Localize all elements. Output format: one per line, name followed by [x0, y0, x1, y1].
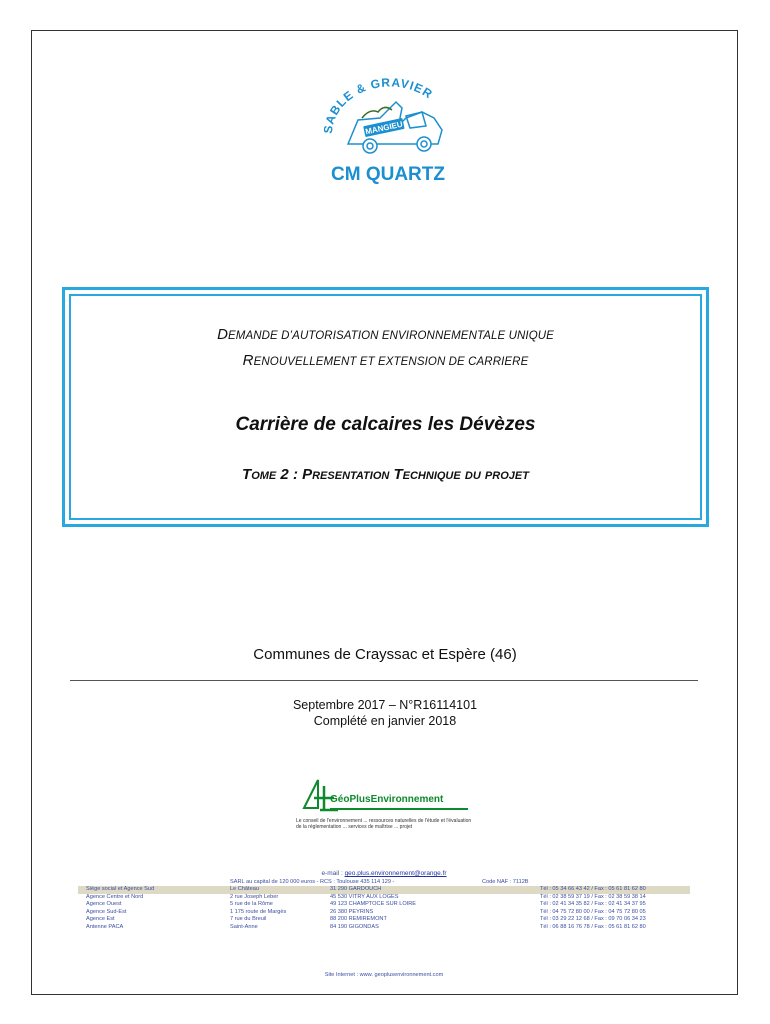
sarl-text: SARL au capital de 120 000 euros - RCS : Toulouse 435 114 129 -: [230, 879, 395, 885]
office-phone: Tél : 06 88 16 76 78 / Fax : 05 61 81 62 80: [540, 923, 646, 930]
office-name: Siège social et Agence Sud: [86, 886, 155, 892]
title-line-2: [71, 352, 700, 369]
title-line-2-initial: R: [242, 352, 254, 369]
title-frame: [62, 287, 709, 527]
office-city: 45 530 VITRY AUX LOGES: [330, 893, 399, 900]
title-line-2-rest: ENOUVELLEMENT ET EXTENSION DE CARRIERE: [253, 356, 529, 368]
main-title: Carrière de calcaires les Dévèzes: [235, 414, 536, 435]
email-label: e-mail :: [321, 870, 345, 877]
office-row: [78, 886, 690, 894]
office-city: 88 200 REMIREMONT: [330, 916, 387, 923]
office-phone: Tél : 03 29 22 12 68 / Fax : 09 70 06 34 23: [540, 916, 646, 923]
communes-text: Communes de Crayssac et Espère (46): [253, 646, 517, 663]
email-link[interactable]: geo.plus.environnement@orange.fr: [344, 870, 447, 877]
office-row: [78, 909, 690, 917]
office-row: [78, 901, 690, 909]
office-row: [78, 924, 690, 932]
date-line-2: Complété en janvier 2018: [313, 714, 457, 728]
footer-website[interactable]: Site Internet : www. geoplusenvironnement.com: [324, 972, 444, 978]
office-phone: Tél : 04 75 72 80 00 / Fax : 04 75 72 80 05: [540, 908, 646, 915]
office-address: 2 rue Joseph Leber: [230, 893, 279, 900]
office-phone: Tél : 05 34 66 43 42 / Fax : 05 61 81 62 80: [540, 886, 646, 892]
office-address: Le Château: [230, 886, 259, 892]
office-name: Antenne PACA: [86, 923, 124, 930]
offices-table: [78, 886, 690, 932]
office-address: 5 rue de la Rôme: [230, 901, 273, 908]
office-name: Agence Ouest: [86, 901, 122, 908]
logo-truck-text: MANGIEU: [364, 119, 404, 137]
date-line-1: Septembre 2017 – N°R16114101: [292, 698, 478, 712]
office-name: Agence Est: [86, 916, 115, 923]
office-address: 7 rue du Breuil: [230, 916, 267, 923]
office-row: [78, 894, 690, 902]
footer-email: [78, 870, 690, 877]
office-city: 84 190 GIGONDAS: [330, 923, 379, 930]
divider: [70, 680, 698, 681]
geoplus-name: GéoPlusEnvironnement: [330, 794, 444, 805]
logo-company-name: CM QUARTZ: [331, 164, 445, 185]
office-phone: Tél : 02 41 34 35 82 / Fax : 02 41 34 37 95: [540, 901, 646, 908]
office-phone: Tél : 02 38 59 37 19 / Fax : 02 38 59 38 14: [540, 893, 646, 900]
cm-quartz-logo: [318, 78, 458, 186]
office-name: Agence Sud-Est: [86, 908, 127, 915]
title-line-1-initial: D: [217, 326, 229, 343]
title-frame-inner: [69, 294, 702, 520]
office-city: 26 380 PEYRINS: [330, 908, 374, 915]
office-row: [78, 916, 690, 924]
logo-arc-text: SABLE & GRAVIER: [320, 78, 436, 135]
title-line-1: [71, 326, 700, 343]
geoplus-tagline: Le conseil de l'environnement ... ressources naturelles de l'étude et l'évaluation de la réglementation ... services de maîtrise ... projet: [296, 818, 472, 830]
geoplus-logo: [296, 776, 476, 836]
office-address: Saint-Anne: [230, 923, 258, 930]
geoplus-underline: [330, 808, 468, 810]
office-address: 1 175 route de Margès: [230, 908, 287, 915]
naf-code: Code NAF : 7112B: [482, 879, 529, 885]
office-city: 31 290 GARDOUCH: [330, 886, 382, 892]
title-line-1-rest: EMANDE D’AUTORISATION ENVIRONNEMENTALE UNIQUE: [228, 330, 554, 342]
office-name: Agence Centre et Nord: [86, 893, 144, 900]
office-city: 49 123 CHAMPTOCE SUR LOIRE: [330, 901, 417, 908]
tome-title: Tome 2 : Presentation Technique du projet: [242, 466, 529, 483]
